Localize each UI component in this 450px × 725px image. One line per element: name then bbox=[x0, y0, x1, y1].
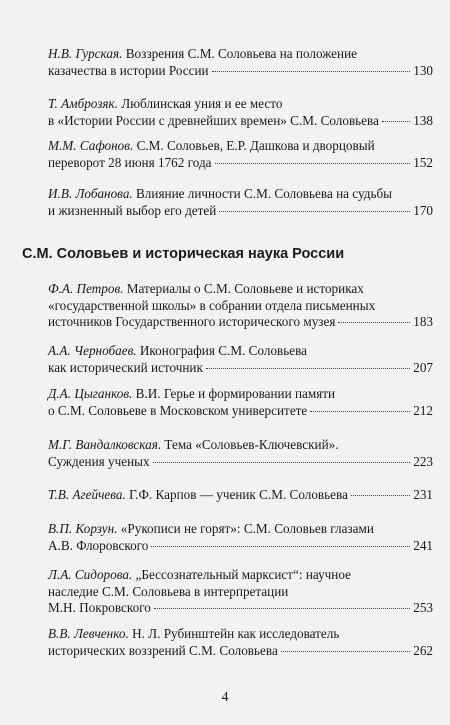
toc-entry-line bbox=[48, 538, 433, 555]
toc-entry[interactable] bbox=[48, 46, 433, 79]
dot-leader bbox=[310, 411, 410, 412]
toc-entry-line bbox=[48, 643, 433, 660]
toc-entry-title: Иконография С.М. Соловьева bbox=[139, 343, 308, 358]
dot-leader bbox=[219, 211, 410, 212]
toc-entry-title: „Бессознательный марксист“: научное bbox=[135, 567, 351, 582]
toc-entry-title: казачества в истории России bbox=[48, 62, 209, 78]
toc-entry-line bbox=[48, 138, 433, 155]
dot-leader bbox=[153, 462, 411, 463]
toc-entry-title: наследие С.М. Соловьева в интерпретации bbox=[48, 583, 289, 599]
toc-entry[interactable] bbox=[48, 343, 433, 376]
dot-leader bbox=[351, 495, 410, 496]
toc-entry-page: 170 bbox=[413, 202, 433, 218]
toc-entry-line bbox=[48, 186, 433, 203]
toc-entry-page: 183 bbox=[413, 314, 433, 329]
toc-entry-page: 241 bbox=[413, 537, 433, 553]
toc-entry-title: Материалы о С.М. Соловьеве и историках bbox=[126, 281, 364, 296]
toc-entry-title: Суждения ученых bbox=[48, 453, 150, 469]
dot-leader bbox=[151, 546, 410, 547]
toc-entry-page: 138 bbox=[413, 112, 433, 128]
toc-entry-line bbox=[48, 454, 433, 471]
dot-leader bbox=[215, 163, 411, 164]
toc-entry-line bbox=[48, 63, 433, 80]
toc-entry-title: переворот 28 июня 1762 года bbox=[48, 154, 212, 170]
toc-entry-author: Т. Амброзяк. bbox=[48, 96, 118, 111]
toc-entry-title: Н. Л. Рубинштейн как исследователь bbox=[132, 626, 340, 641]
toc-entry-line bbox=[48, 584, 433, 601]
toc-entry-line bbox=[48, 298, 433, 315]
dot-leader bbox=[154, 608, 410, 609]
toc-entry-line bbox=[48, 437, 433, 454]
toc-entry-page: 212 bbox=[413, 402, 433, 418]
toc-entry-line bbox=[48, 96, 433, 113]
toc-entry-author: М.Г. Вандалковская. bbox=[48, 437, 162, 452]
toc-entry-author: Л.А. Сидорова. bbox=[48, 567, 133, 582]
toc-entry[interactable] bbox=[48, 96, 433, 129]
toc-entry-page: 207 bbox=[413, 359, 433, 375]
toc-entry-title: «Рукописи не горят»: С.М. Соловьев глазами bbox=[120, 521, 374, 536]
toc-entry-line bbox=[48, 487, 433, 504]
dot-leader bbox=[382, 121, 410, 122]
toc-entry[interactable] bbox=[48, 626, 433, 659]
toc-entry[interactable] bbox=[48, 567, 433, 617]
toc-entry-page: 223 bbox=[413, 453, 433, 469]
toc-entry-title: Г.Ф. Карпов — ученик С.М. Соловьева bbox=[129, 487, 348, 502]
dot-leader bbox=[206, 368, 410, 369]
toc-entry-line bbox=[48, 343, 433, 360]
toc-entry-author: А.А. Чернобаев. bbox=[48, 343, 137, 358]
toc-entry-line bbox=[48, 403, 433, 420]
toc-entry-line bbox=[48, 626, 433, 643]
toc-entry-title: Воззрения С.М. Соловьева на положение bbox=[125, 46, 357, 61]
toc-entry-line bbox=[48, 386, 433, 403]
toc-entry-author: Ф.А. Петров. bbox=[48, 281, 124, 296]
toc-entry-title: М.Н. Покровского bbox=[48, 600, 151, 615]
toc-entry-page: 231 bbox=[413, 487, 433, 502]
toc-entry-line bbox=[48, 281, 433, 298]
toc-entry-line bbox=[48, 314, 433, 331]
toc-entry-title: А.В. Флоровского bbox=[48, 537, 149, 553]
toc-entry[interactable] bbox=[48, 281, 433, 331]
toc-entry-title: в «Истории России с древнейших времен» С.М. Соловьева bbox=[48, 112, 379, 128]
toc-entry-author: И.В. Лобанова. bbox=[48, 186, 133, 201]
toc-entry-line bbox=[48, 113, 433, 130]
toc-entry-author: Т.В. Агейчева. bbox=[48, 487, 126, 502]
toc-entry-page: 130 bbox=[413, 62, 433, 78]
toc-entry-title: источников Государственного исторического музея bbox=[48, 314, 336, 329]
toc-entry-line bbox=[48, 567, 433, 584]
toc-entry-title: исторических воззрений С.М. Соловьева bbox=[48, 642, 278, 658]
toc-entry-author: В.П. Корзун. bbox=[48, 521, 118, 536]
dot-leader bbox=[212, 71, 411, 72]
toc-entry-line bbox=[48, 600, 433, 617]
toc-entry[interactable] bbox=[48, 138, 433, 171]
toc-entry[interactable] bbox=[48, 386, 433, 419]
toc-entry-title: Тема «Соловьев-Ключевский». bbox=[164, 437, 339, 452]
toc-entry-line bbox=[48, 360, 433, 377]
toc-entry-page: 152 bbox=[413, 154, 433, 170]
toc-entry-author: Н.В. Гурская. bbox=[48, 46, 123, 61]
toc-entry-title: В.И. Герье и формировании памяти bbox=[135, 386, 336, 401]
toc-entry-author: В.В. Левченко. bbox=[48, 626, 129, 641]
toc-entry-line bbox=[48, 203, 433, 220]
toc-entry[interactable] bbox=[48, 437, 433, 470]
toc-entry-author: М.М. Сафонов. bbox=[48, 138, 134, 153]
toc-entry[interactable] bbox=[48, 521, 433, 554]
toc-entry-page: 262 bbox=[413, 642, 433, 658]
page-number: 4 bbox=[221, 690, 229, 705]
toc-entry-title: как исторический источник bbox=[48, 359, 203, 375]
toc-entry[interactable] bbox=[48, 487, 433, 504]
toc-entry-line bbox=[48, 155, 433, 172]
toc-entry-line bbox=[48, 521, 433, 538]
toc-entry-title: «государственной школы» в собрании отдела письменных bbox=[48, 297, 376, 313]
toc-entry-title: и жизненный выбор его детей bbox=[48, 202, 217, 218]
toc-entry-title: Люблинская уния и ее место bbox=[121, 96, 283, 111]
toc-entry-page: 253 bbox=[413, 600, 433, 615]
toc-entry-title: о С.М. Соловьеве в Московском университете bbox=[48, 402, 308, 418]
toc-entry-line bbox=[48, 46, 433, 63]
toc-entry-title: С.М. Соловьев, Е.Р. Дашкова и дворцовый bbox=[136, 138, 375, 153]
dot-leader bbox=[281, 651, 410, 652]
toc-entry[interactable] bbox=[48, 186, 433, 219]
toc-entry-title: Влияние личности С.М. Соловьева на судьбы bbox=[136, 186, 393, 201]
toc-entry-author: Д.А. Цыганков. bbox=[48, 386, 133, 401]
section-heading: С.М. Соловьев и историческая наука России bbox=[22, 246, 345, 262]
dot-leader bbox=[338, 322, 410, 323]
